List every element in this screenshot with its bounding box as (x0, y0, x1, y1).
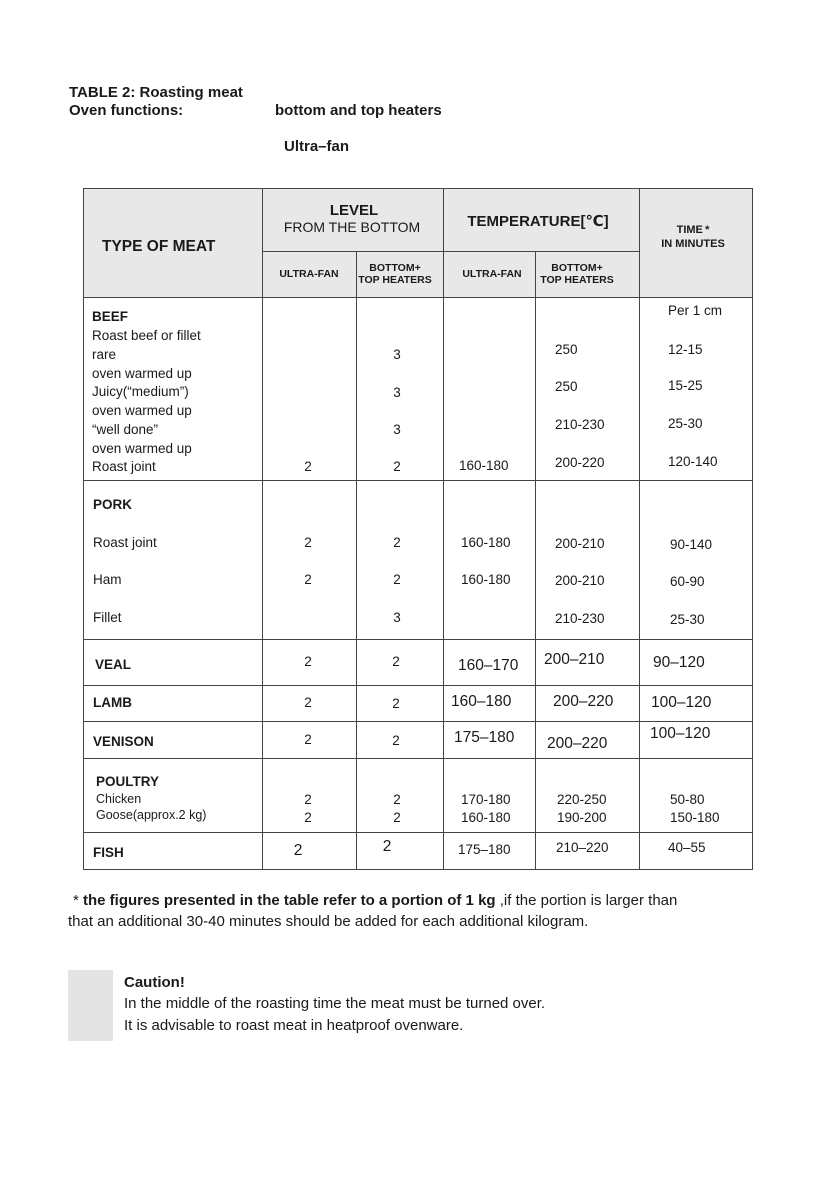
caution-title: Caution! (124, 974, 185, 991)
section-beef-title: BEEF (92, 309, 129, 324)
cell-time: 100–120 (651, 694, 712, 711)
cell-time: 40–55 (668, 840, 706, 855)
cell-time: 25-30 (670, 612, 705, 627)
cell-temp-bt: 210-230 (555, 417, 605, 432)
cell-temp-uf: 160-180 (461, 810, 511, 825)
header-level: LEVEL (329, 202, 379, 219)
cell-level-bt: 2 (393, 792, 401, 807)
cell-level-uf: 2 (304, 695, 312, 710)
cell-level-uf: 2 (304, 535, 312, 550)
cell-temp-uf: 170-180 (461, 792, 511, 807)
header-level-sub: FROM THE BOTTOM (283, 219, 421, 235)
cell-time: 50-80 (670, 792, 705, 807)
cell-temp-bt: 200–220 (553, 693, 614, 710)
cell-temp-uf: 160–180 (451, 693, 512, 710)
cell-temp-bt: 200-210 (555, 536, 605, 551)
cell-temp-bt: 200-210 (555, 573, 605, 588)
pork-item-name: Ham (93, 572, 122, 587)
header-bottom-top-temp-2: TOP HEATERS (540, 274, 614, 286)
cell-time: 60-90 (670, 574, 705, 589)
header-ultra-fan-level: ULTRA-FAN (279, 268, 339, 280)
cell-temp-uf: 175–180 (458, 842, 511, 857)
beef-line: oven warmed up (92, 441, 192, 456)
cell-level-bt: 2 (392, 696, 400, 711)
veal-name: VEAL (95, 657, 132, 672)
lamb-name: LAMB (93, 695, 132, 710)
footnote-line-2: that an additional 30-40 minutes should be added for each additional kilogram. (68, 913, 589, 930)
footnote-rest: ,if the portion is larger than (495, 892, 678, 909)
poultry-item-name: Chicken (96, 792, 142, 806)
beef-line: oven warmed up (92, 366, 192, 381)
header-temperature: TEMPERATURE[℃] (467, 213, 609, 230)
header-ultra-fan-temp: ULTRA-FAN (462, 268, 522, 280)
cell-level-bt: 2 (392, 733, 400, 748)
cell-temp-bt: 220-250 (557, 792, 607, 807)
oven-functions-label: Oven functions: (69, 102, 184, 119)
footnote-line-1 (73, 892, 677, 909)
beef-per-cm: Per 1 cm (668, 303, 723, 318)
cell-time: 90-140 (670, 537, 713, 552)
header-bottom-top-temp-1: BOTTOM+ (551, 262, 603, 274)
cell-level-uf: 2 (304, 459, 312, 474)
beef-line: “well done” (92, 422, 159, 437)
cell-temp-uf: 160-180 (461, 535, 511, 550)
cell-level-bt: 2 (393, 572, 401, 587)
caution-line-1: In the middle of the roasting time the meat must be turned over. (124, 995, 546, 1012)
cell-temp-uf: 175–180 (454, 729, 515, 746)
header-time: TIME * (676, 224, 710, 236)
table-title: TABLE 2: Roasting meat (69, 84, 243, 101)
footnote-bold: the figures presented in the table refer to a portion of 1 kg (83, 892, 496, 909)
header-type-of-meat: TYPE OF MEAT (102, 238, 216, 255)
caution-line-2: It is advisable to roast meat in heatproof ovenware. (124, 1017, 464, 1034)
cell-level-bt: 2 (382, 838, 392, 855)
poultry-item-name: Goose(approx.2 kg) (96, 808, 207, 822)
cell-time: 12-15 (668, 342, 703, 357)
beef-line: Juicy(“medium”) (92, 384, 189, 399)
cell-temp-bt: 200-220 (555, 455, 605, 470)
beef-line: Roast beef or fillet (92, 328, 201, 343)
caution-icon-box (68, 970, 113, 1041)
cell-level-bt: 3 (393, 422, 401, 437)
cell-time: 120-140 (668, 454, 718, 469)
cell-temp-bt: 200–210 (544, 651, 605, 668)
cell-temp-bt: 250 (555, 379, 578, 394)
cell-temp-uf: 160–170 (458, 657, 519, 674)
cell-level-uf: 2 (304, 810, 312, 825)
cell-level-bt: 3 (393, 610, 401, 625)
cell-temp-bt: 250 (555, 342, 578, 357)
pork-item-name: Roast joint (93, 535, 157, 550)
cell-temp-uf: 160-180 (459, 458, 509, 473)
cell-level-uf: 2 (304, 732, 312, 747)
cell-level-bt: 2 (392, 654, 400, 669)
cell-temp-uf: 160-180 (461, 572, 511, 587)
cell-level-bt: 3 (393, 347, 401, 362)
section-poultry-title: POULTRY (96, 774, 159, 789)
cell-level-uf: 2 (304, 572, 312, 587)
header-in-minutes: IN MINUTES (661, 238, 725, 250)
cell-time: 25-30 (668, 416, 703, 431)
cell-level-bt: 2 (393, 459, 401, 474)
cell-time: 90–120 (653, 654, 705, 671)
cell-time: 15-25 (668, 378, 703, 393)
cell-temp-bt: 210–220 (556, 840, 609, 855)
beef-line: rare (92, 347, 117, 362)
venison-name: VENISON (93, 734, 154, 749)
cell-level-bt: 2 (393, 535, 401, 550)
cell-level-bt: 2 (393, 810, 401, 825)
oven-function-bottom-top: bottom and top heaters (275, 102, 442, 119)
section-pork-title: PORK (93, 497, 133, 512)
cell-temp-bt: 190-200 (557, 810, 607, 825)
pork-item-name: Fillet (93, 610, 122, 625)
header-bottom-top-level-1: BOTTOM+ (369, 262, 421, 274)
beef-line: oven warmed up (92, 403, 192, 418)
footnote-star: * (73, 892, 79, 909)
fish-name: FISH (93, 845, 124, 860)
oven-function-ultra-fan: Ultra–fan (284, 138, 350, 155)
cell-level-bt: 3 (393, 385, 401, 400)
cell-level-uf: 2 (304, 654, 312, 669)
cell-level-uf: 2 (304, 792, 312, 807)
cell-temp-bt: 200–220 (547, 735, 608, 752)
cell-level-uf: 2 (293, 842, 303, 859)
cell-temp-bt: 210-230 (555, 611, 605, 626)
cell-time: 150-180 (670, 810, 720, 825)
beef-line: Roast joint (92, 459, 156, 474)
header-bottom-top-level-2: TOP HEATERS (358, 274, 432, 286)
cell-time: 100–120 (650, 725, 711, 742)
